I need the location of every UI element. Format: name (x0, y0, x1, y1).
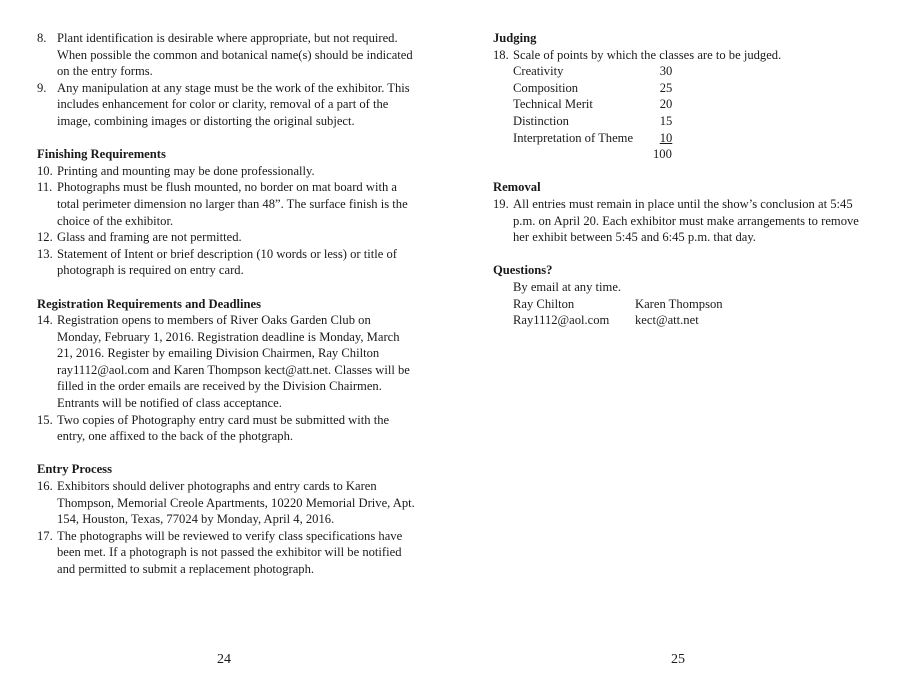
page-number-left: 24 (217, 652, 231, 667)
rule-item-16: 16. Exhibitors should deliver photographs and entry cards to Karen Thompson, Memorial Creole Apartments, 10220 Memorial Drive, Apt. 154, Houston, Texas, 77024 by Monday, April 4, 2016. (37, 479, 415, 527)
score-row-interpretation: Interpretation of Theme 10 (513, 130, 673, 145)
questions-line: By email at any time. (513, 279, 622, 294)
contact-email-karen: kect@att.net (635, 313, 699, 328)
right-page (493, 0, 868, 690)
score-row-creativity: Creativity 30 (513, 64, 673, 79)
contact-name-karen: Karen Thompson (635, 296, 723, 311)
rule-item-14: 14. Registration opens to members of River Oaks Garden Club on Monday, February 1, 2016. Registration deadline is Monday, March 21, 2016. Register by emailing Division Chairmen, Ray Chilton ray1112@aol.com and Karen Thompson kect@att.net. Classes will be filled in the order emails are received by the Division Chairmen. Entrants will be notified of class acceptance. (37, 313, 410, 411)
rule-item-12: 12. Glass and framing are not permitted. (37, 230, 242, 245)
rule-item-17: 17. The photographs will be reviewed to verify class specifications have been met. If a photograph is not passed the exhibitor will be notified and permitted to submit a replacement photograph. (37, 528, 403, 576)
contact-emails-row (493, 312, 868, 329)
rule-item-8: 8. Plant identification is desirable where appropriate, but not required. When possible the common and botanical name(s) should be indicated on the entry forms. (37, 31, 413, 79)
contact-name-ray: Ray Chilton (513, 296, 575, 311)
contact-names-row (493, 296, 868, 313)
rule-item-15: 15. Two copies of Photography entry card must be submitted with the entry, one affixed to the back of the photgraph. (37, 412, 390, 444)
right-page-content (493, 30, 868, 345)
entry-process-heading: Entry Process (37, 462, 112, 477)
entry-process-section (37, 461, 415, 577)
rule-item-11: 11. Photographs must be flush mounted, no border on mat board with a total perimeter dimension no larger than 48”. The surface finish is the choice of the exhibitor. (37, 180, 408, 228)
score-row-technical-merit: Technical Merit 20 (513, 97, 673, 112)
rule-item-9: 9. Any manipulation at any stage must be the work of the exhibitor. This includes enhancement for color or clarity, removal of a part of the image, combining images or distorting the original subject. (37, 80, 410, 128)
finishing-requirements-section (37, 146, 415, 279)
questions-section (493, 262, 868, 328)
registration-heading: Registration Requirements and Deadlines (37, 296, 262, 311)
score-row-distinction: Distinction 15 (513, 113, 673, 128)
rule-item-13: 13. Statement of Intent or brief description (10 words or less) or title of photograph is required on entry card. (37, 246, 397, 278)
removal-heading: Removal (493, 180, 541, 195)
registration-section (37, 296, 415, 445)
judging-heading: Judging (493, 31, 537, 45)
left-page-content (37, 30, 415, 594)
general-rules-continued (37, 30, 415, 130)
finishing-requirements-heading: Finishing Requirements (37, 147, 166, 162)
rule-item-18: 18. Scale of points by which the classes are to be judged. (493, 47, 782, 62)
removal-section (493, 179, 868, 245)
questions-heading: Questions? (493, 263, 553, 278)
rule-item-19: 19. All entries must remain in place until the show’s conclusion at 5:45 p.m. on April 20. Each exhibitor must make arrangements to remove her exhibit between 5:45 and 6:45 p.m. that day. (493, 196, 859, 245)
page-number-right: 25 (671, 652, 685, 667)
score-total: 100 (653, 147, 672, 162)
contact-email-ray: Ray1112@aol.com (513, 313, 610, 328)
score-row-composition: Composition 25 (513, 80, 673, 95)
rule-item-10: 10. Printing and mounting may be done professionally. (37, 163, 315, 178)
left-page (37, 0, 415, 690)
judging-section (493, 30, 868, 163)
